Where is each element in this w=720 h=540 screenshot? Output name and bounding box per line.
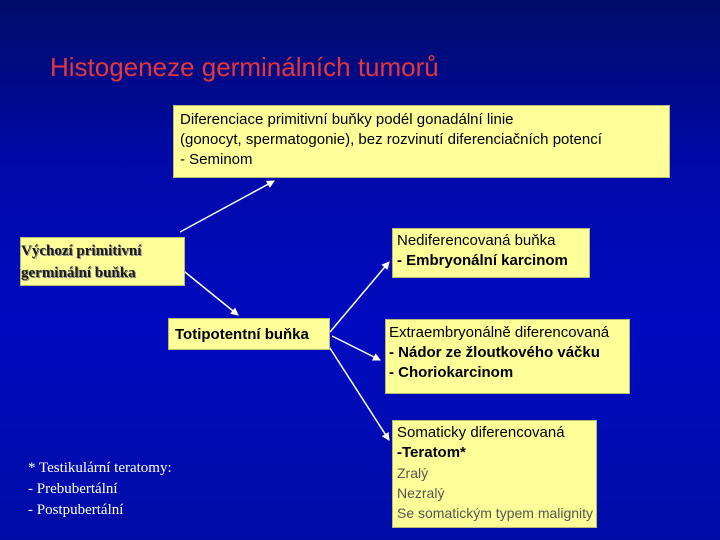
undifferentiated-line-1: Nediferencovaná buňka xyxy=(397,232,556,249)
arrow-totipotent-to-undifferentiated xyxy=(330,262,389,332)
arrow-start-to-top xyxy=(180,181,274,232)
teratoma-footnote xyxy=(28,458,172,521)
footnote-line-3: - Postpubertální xyxy=(28,502,124,518)
seminoma-line-2: (gonocyt, spermatogonie), bez rozvinutí diferenciačních potencí xyxy=(180,131,602,148)
footnote-line-1: * Testikulární teratomy: xyxy=(28,460,172,476)
seminoma-lineage-box xyxy=(173,105,670,178)
extraembryonic-line-3: - Choriokarcinom xyxy=(389,364,514,381)
slide-title: Histogeneze germinálních tumorů xyxy=(50,52,439,82)
arrow-start-to-totipotent xyxy=(180,268,238,315)
totipotent-cell-label: Totipotentní buňka xyxy=(175,326,309,343)
somatic-sub-line-2: Nezralý xyxy=(397,485,445,501)
totipotent-cell-box xyxy=(168,318,330,350)
seminoma-line-1: Diferenciace primitivní buňky podél gonadální linie xyxy=(180,111,514,128)
somatic-sub-line-3: Se somatickým typem malignity xyxy=(397,505,594,521)
somatic-sub-line-1: Zralý xyxy=(397,465,429,481)
extraembryonic-box xyxy=(385,319,630,394)
undifferentiated-cell-box xyxy=(392,228,590,278)
primitive-germ-cell-line-2: germinální buňka xyxy=(21,265,136,281)
extraembryonic-line-1: Extraembryonálně diferencovaná xyxy=(389,324,610,341)
somatic-line-1: Somaticky diferencovaná xyxy=(397,424,565,441)
seminoma-line-3: - Seminom xyxy=(180,151,253,168)
footnote-line-2: - Prebubertální xyxy=(28,481,118,497)
arrow-totipotent-to-extraembryonic xyxy=(332,336,380,360)
somatic-differentiation-box xyxy=(392,420,597,528)
extraembryonic-line-2: - Nádor ze žloutkového váčku xyxy=(389,344,600,361)
arrow-totipotent-to-somatic xyxy=(326,342,389,440)
primitive-germ-cell-line-1: Výchozí primitivní xyxy=(21,243,142,259)
primitive-germ-cell-box xyxy=(20,237,185,286)
undifferentiated-line-2: - Embryonální karcinom xyxy=(397,252,568,269)
somatic-line-2: -Teratom* xyxy=(397,444,466,461)
